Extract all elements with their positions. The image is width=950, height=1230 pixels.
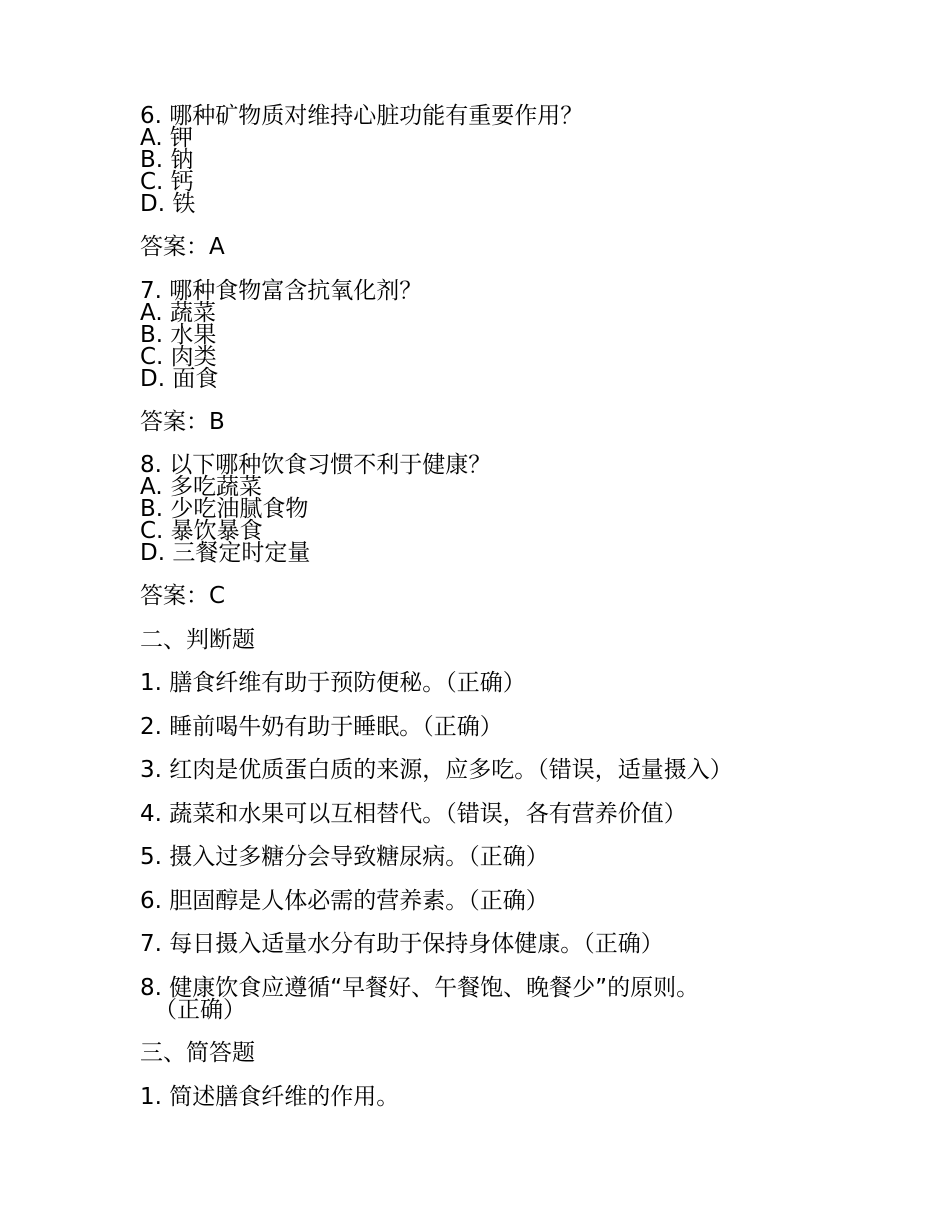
- judgment-item-7: 7. 每日摄入适量水分有助于保持身体健康。（正确）: [140, 931, 664, 957]
- option-c: C. 暴饮暴食: [140, 518, 263, 544]
- judgment-item-6: 6. 胆固醇是人体必需的营养素。（正确）: [140, 887, 549, 914]
- judgment-item-1: 1. 膳食纤维有助于预防便秘。（正确）: [140, 670, 526, 696]
- section-heading-short-answer: 三、简答题: [140, 1040, 255, 1066]
- judgment-item-3: 3. 红肉是优质蛋白质的来源，应多吃。（错误，适量摄入）: [140, 757, 733, 783]
- answer-text: 答案：C: [140, 583, 226, 609]
- judgment-item-5: 5. 摄入过多糖分会导致糖尿病。（正确）: [140, 844, 549, 870]
- document-page: [140, 105, 820, 1129]
- question-text: 8. 以下哪种饮食习惯不利于健康？: [140, 452, 492, 478]
- answer-text: 答案：A: [140, 234, 225, 260]
- judgment-item-8: [140, 974, 820, 1023]
- judgment-item-8-line1: 8. 健康饮食应遵循“早餐好、午餐饱、晚餐少”的原则。: [140, 974, 700, 1001]
- option-d: D. 铁: [140, 191, 196, 217]
- judgment-item-8-line2: （正确）: [154, 996, 246, 1023]
- mc-question-8: [140, 454, 820, 564]
- option-a: A. 钾: [140, 125, 193, 151]
- option-b: B. 水果: [140, 321, 217, 348]
- mc-question-7: [140, 277, 820, 392]
- option-d: D. 面食: [140, 365, 219, 392]
- option-c: C. 肉类: [140, 343, 217, 370]
- option-a: A. 蔬菜: [140, 299, 216, 326]
- answer-text: 答案：B: [140, 408, 225, 435]
- judgment-item-4: 4. 蔬菜和水果可以互相替代。（错误，各有营养价值）: [140, 800, 687, 827]
- judgment-item-2: 2. 睡前喝牛奶有助于睡眠。（正确）: [140, 713, 503, 740]
- section-heading-judgment: 二、判断题: [140, 626, 255, 653]
- question-text: 7. 哪种食物富含抗氧化剂？: [140, 277, 423, 304]
- question-text: 6. 哪种矿物质对维持心脏功能有重要作用？: [140, 103, 584, 129]
- option-c: C. 钙: [140, 169, 194, 195]
- mc-question-6: [140, 105, 820, 215]
- short-answer-item-1: 1. 简述膳食纤维的作用。: [140, 1083, 400, 1110]
- option-d: D. 三餐定时定量: [140, 540, 311, 566]
- option-b: B. 钠: [140, 147, 194, 173]
- option-b: B. 少吃油腻食物: [140, 496, 309, 522]
- option-a: A. 多吃蔬菜: [140, 474, 262, 500]
